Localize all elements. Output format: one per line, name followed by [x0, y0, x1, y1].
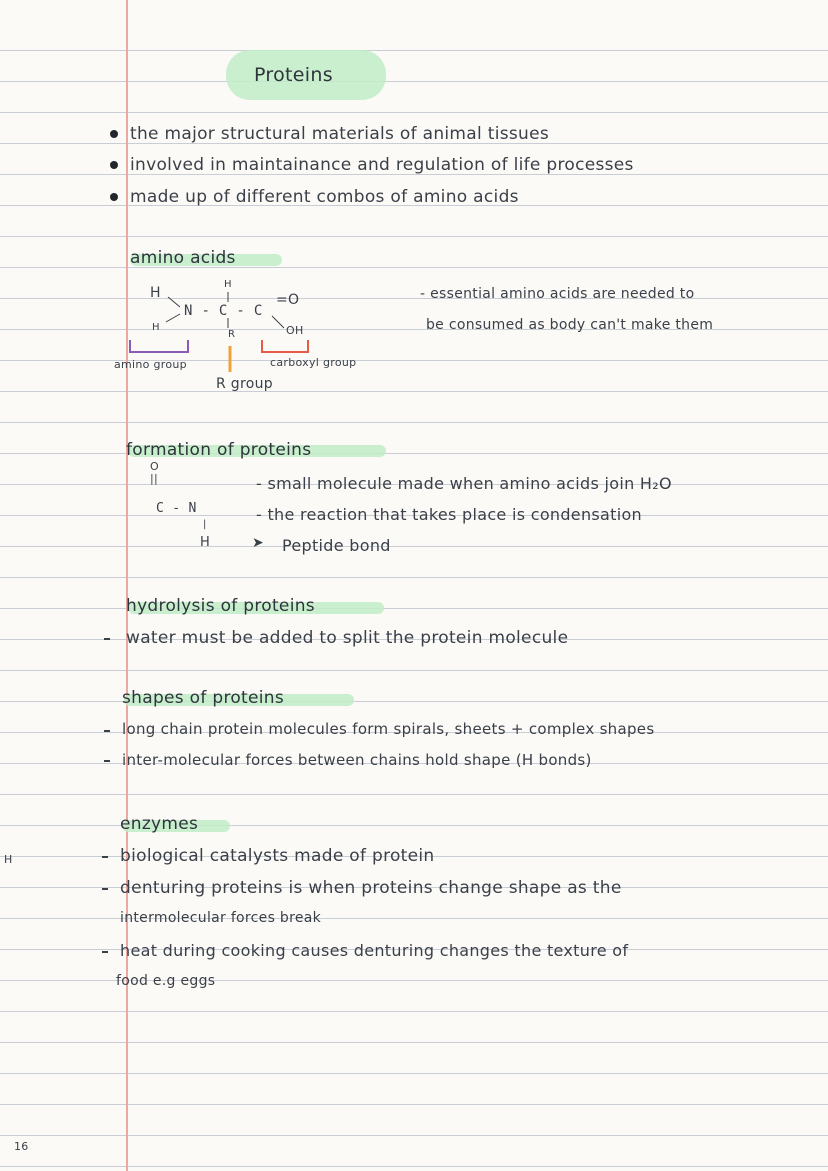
amino-group-label: amino group — [114, 358, 187, 371]
amino-backbone: N - C - C — [184, 303, 263, 319]
formation-line-1: - small molecule made when amino acids join H₂O — [256, 474, 672, 493]
bond-h: H — [200, 535, 211, 550]
bond-bar: | — [203, 519, 207, 530]
r-group-label: R group — [216, 376, 273, 392]
formation-line-3: Peptide bond — [282, 536, 391, 555]
bond-double: || — [150, 472, 159, 485]
essential-note-line-1: - essential amino acids are needed to — [420, 286, 695, 302]
carboxyl-group-label: carboxyl group — [270, 356, 357, 369]
enzymes-line-5: food e.g eggs — [116, 973, 216, 989]
intro-bullet-1: the major structural materials of animal tissues — [130, 124, 550, 144]
margin-mark: H — [4, 853, 13, 866]
amino-h-bottom-left: H — [152, 322, 160, 333]
amino-o: =O — [276, 292, 300, 308]
formation-heading: formation of proteins — [126, 440, 312, 460]
hydrolysis-heading: hydrolysis of proteins — [126, 596, 315, 616]
intro-bullet-3: made up of different combos of amino acids — [130, 187, 519, 207]
bond-o: O — [150, 460, 159, 473]
page-title: Proteins — [254, 64, 333, 86]
bond-cn: C - N — [156, 501, 197, 516]
enzymes-heading: enzymes — [120, 814, 199, 834]
formation-arrow-icon: ➤ — [252, 535, 265, 551]
hydrolysis-line-1: water must be added to split the protein molecule — [126, 628, 569, 648]
formation-line-2: - the reaction that takes place is condensation — [256, 505, 642, 524]
bond-h-bottom-left — [166, 314, 180, 322]
intro-bullet-2: involved in maintainance and regulation of life processes — [130, 155, 634, 175]
essential-note-line-2: be consumed as body can't make them — [426, 317, 714, 333]
enzymes-line-4: heat during cooking causes denturing changes the texture of — [120, 941, 629, 960]
enzymes-line-1: biological catalysts made of protein — [120, 846, 435, 866]
amino-h-top-left: H — [150, 285, 161, 301]
bond-h-top-left — [168, 297, 180, 307]
carboxyl-group-bracket — [262, 340, 308, 352]
amino-r: R — [228, 329, 236, 340]
enzymes-line-2: denturing proteins is when proteins change shape as the — [120, 878, 622, 898]
shapes-line-1: long chain protein molecules form spirals, sheets + complex shapes — [122, 720, 655, 738]
page-number: 16 — [14, 1140, 29, 1153]
shapes-heading: shapes of proteins — [122, 688, 285, 708]
amino-acids-heading: amino acids — [130, 248, 236, 268]
enzymes-line-3: intermolecular forces break — [120, 910, 322, 926]
bond-oh — [272, 316, 284, 328]
shapes-line-2: inter-molecular forces between chains hold shape (H bonds) — [122, 751, 592, 769]
amino-h-top: H — [224, 279, 232, 290]
amino-group-bracket — [130, 340, 188, 352]
amino-oh: OH — [286, 324, 304, 337]
